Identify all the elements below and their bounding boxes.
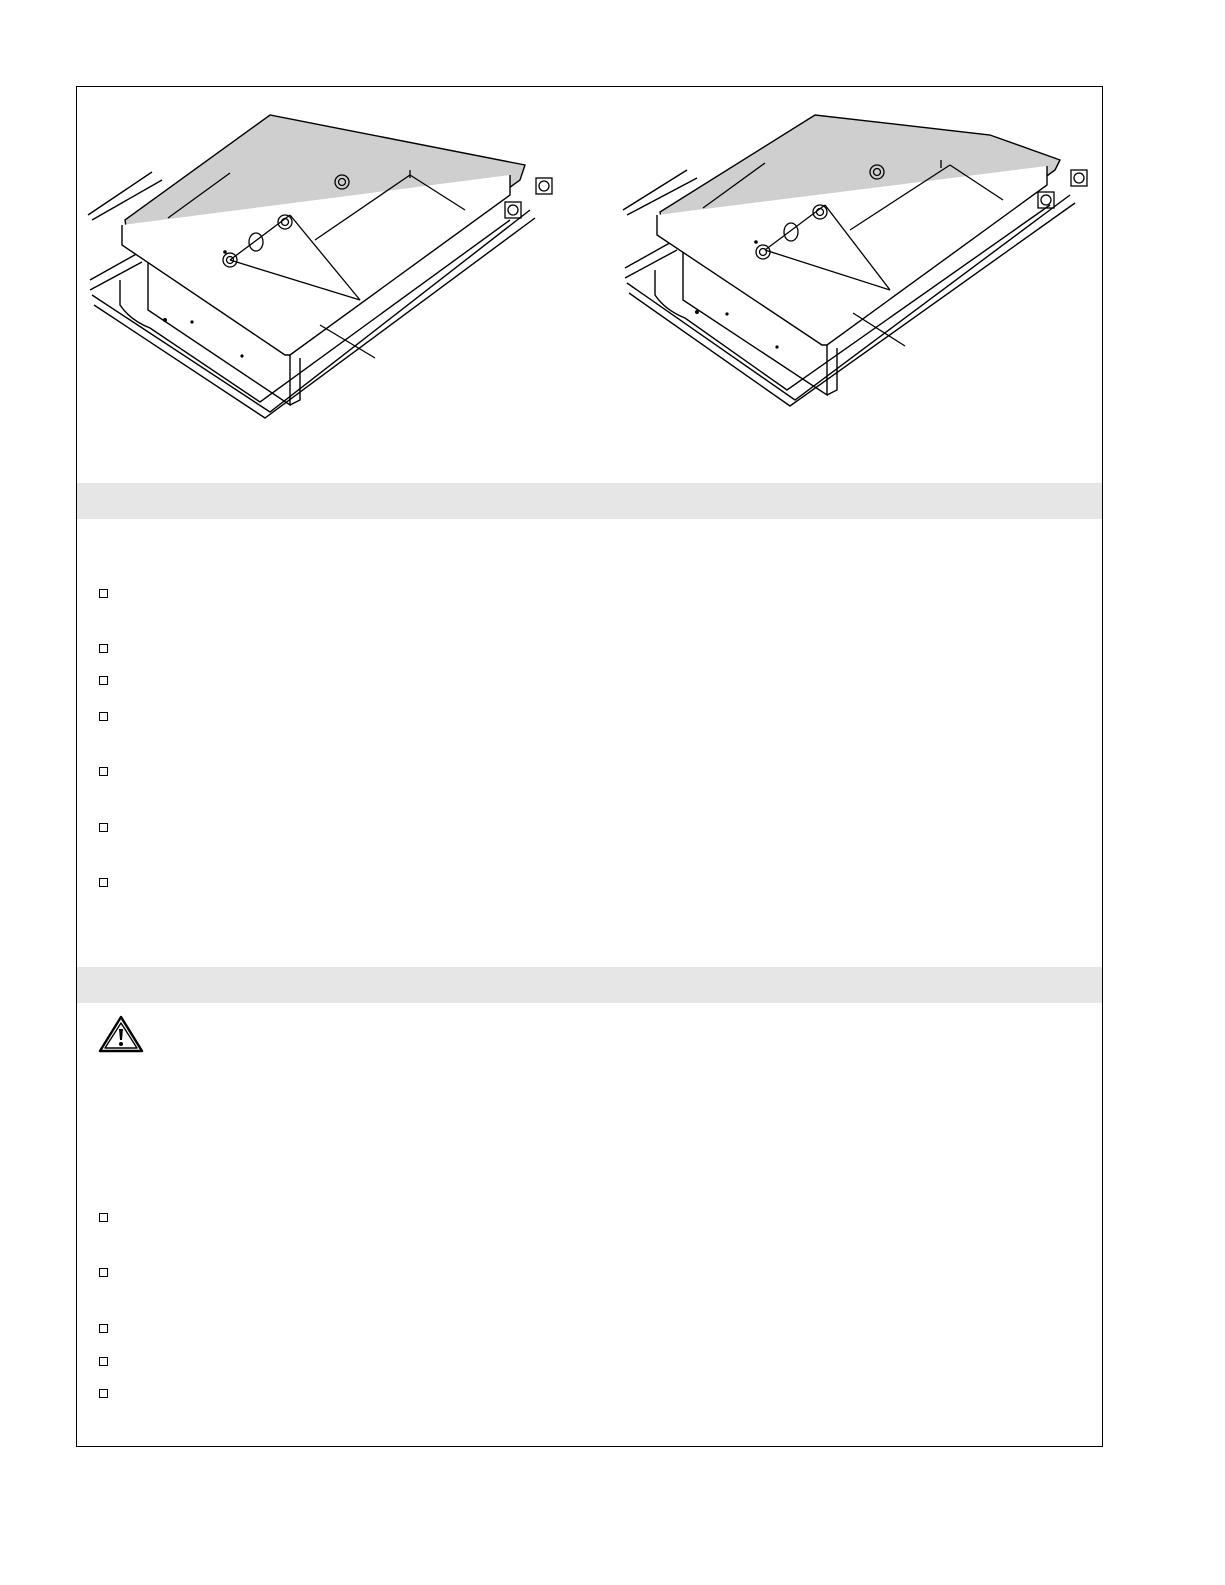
section-header-band-2: [77, 967, 1102, 1003]
checkbox[interactable]: [99, 644, 108, 653]
checkbox[interactable]: [99, 767, 108, 776]
checkbox[interactable]: [99, 1357, 108, 1366]
checkbox[interactable]: [99, 878, 108, 887]
warning-triangle-icon: [97, 1014, 145, 1054]
checkbox[interactable]: [99, 1213, 108, 1222]
right-panel-illustration: [615, 100, 1135, 430]
checkbox[interactable]: [99, 712, 108, 721]
checkbox[interactable]: [99, 1324, 108, 1333]
right-panel-drawing: [615, 100, 1135, 430]
checkbox[interactable]: [99, 1389, 108, 1398]
checkbox[interactable]: [99, 589, 108, 598]
left-panel-illustration: [80, 100, 600, 430]
checkbox[interactable]: [99, 676, 108, 685]
left-panel-drawing: [80, 100, 600, 430]
checkbox[interactable]: [99, 823, 108, 832]
section-header-band-1: [77, 483, 1102, 519]
checkbox[interactable]: [99, 1268, 108, 1277]
